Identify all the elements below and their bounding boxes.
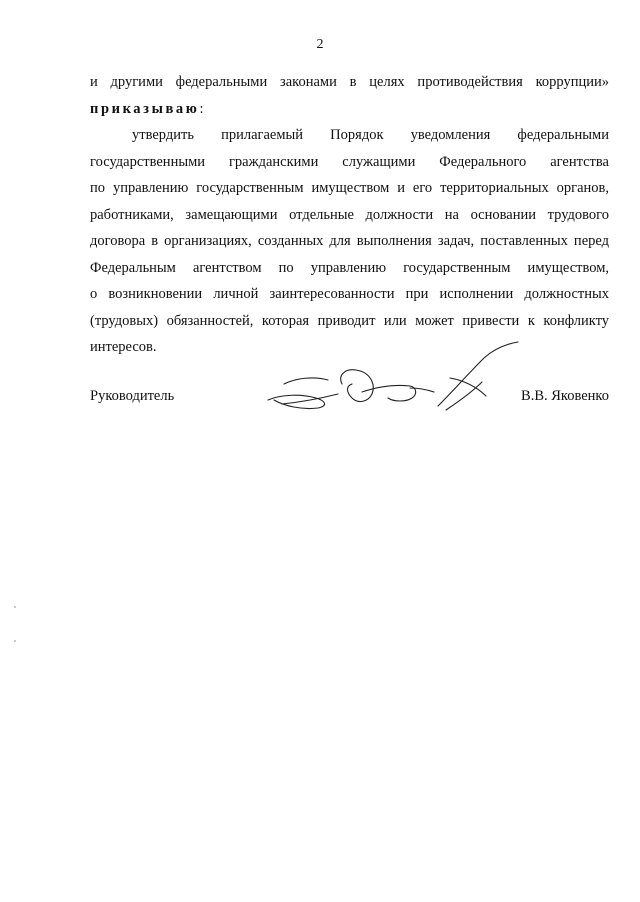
handwritten-signature (262, 336, 524, 416)
paragraph-line: государственными гражданскими служащими Федерального агентства (90, 153, 609, 170)
order-colon: : (199, 100, 204, 117)
paragraph-line: по управлению государственным имуществом и его территориальных органов, (90, 180, 609, 196)
page-number: 2 (316, 37, 324, 52)
order-word: приказываю (90, 100, 200, 117)
intro-line: и другими федеральными законами в целях противодействия коррупции» (90, 74, 609, 90)
order-line (90, 96, 609, 123)
paragraph-line: (трудовых) обязанностей, которая приводит или может привести к конфликту (90, 312, 609, 329)
paragraph-line: Федеральным агентством по управлению государственным имуществом, (90, 259, 609, 276)
scan-speck (14, 640, 16, 642)
paragraph-line: утвердить прилагаемый Порядок уведомления федеральными (132, 127, 609, 143)
paragraph-line: о возникновении личной заинтересованности при исполнении должностных (90, 286, 609, 302)
signer-name: В.В. Яковенко (521, 388, 609, 404)
document-body (90, 69, 609, 361)
paragraph-line: работниками, замещающими отдельные должности на основании трудового (90, 206, 609, 223)
scan-speck (14, 606, 16, 608)
paragraph-line: договора в организациях, созданных для выполнения задач, поставленных перед (90, 233, 609, 249)
signer-position: Руководитель (90, 388, 175, 404)
paragraph-line: интересов. (90, 339, 157, 355)
